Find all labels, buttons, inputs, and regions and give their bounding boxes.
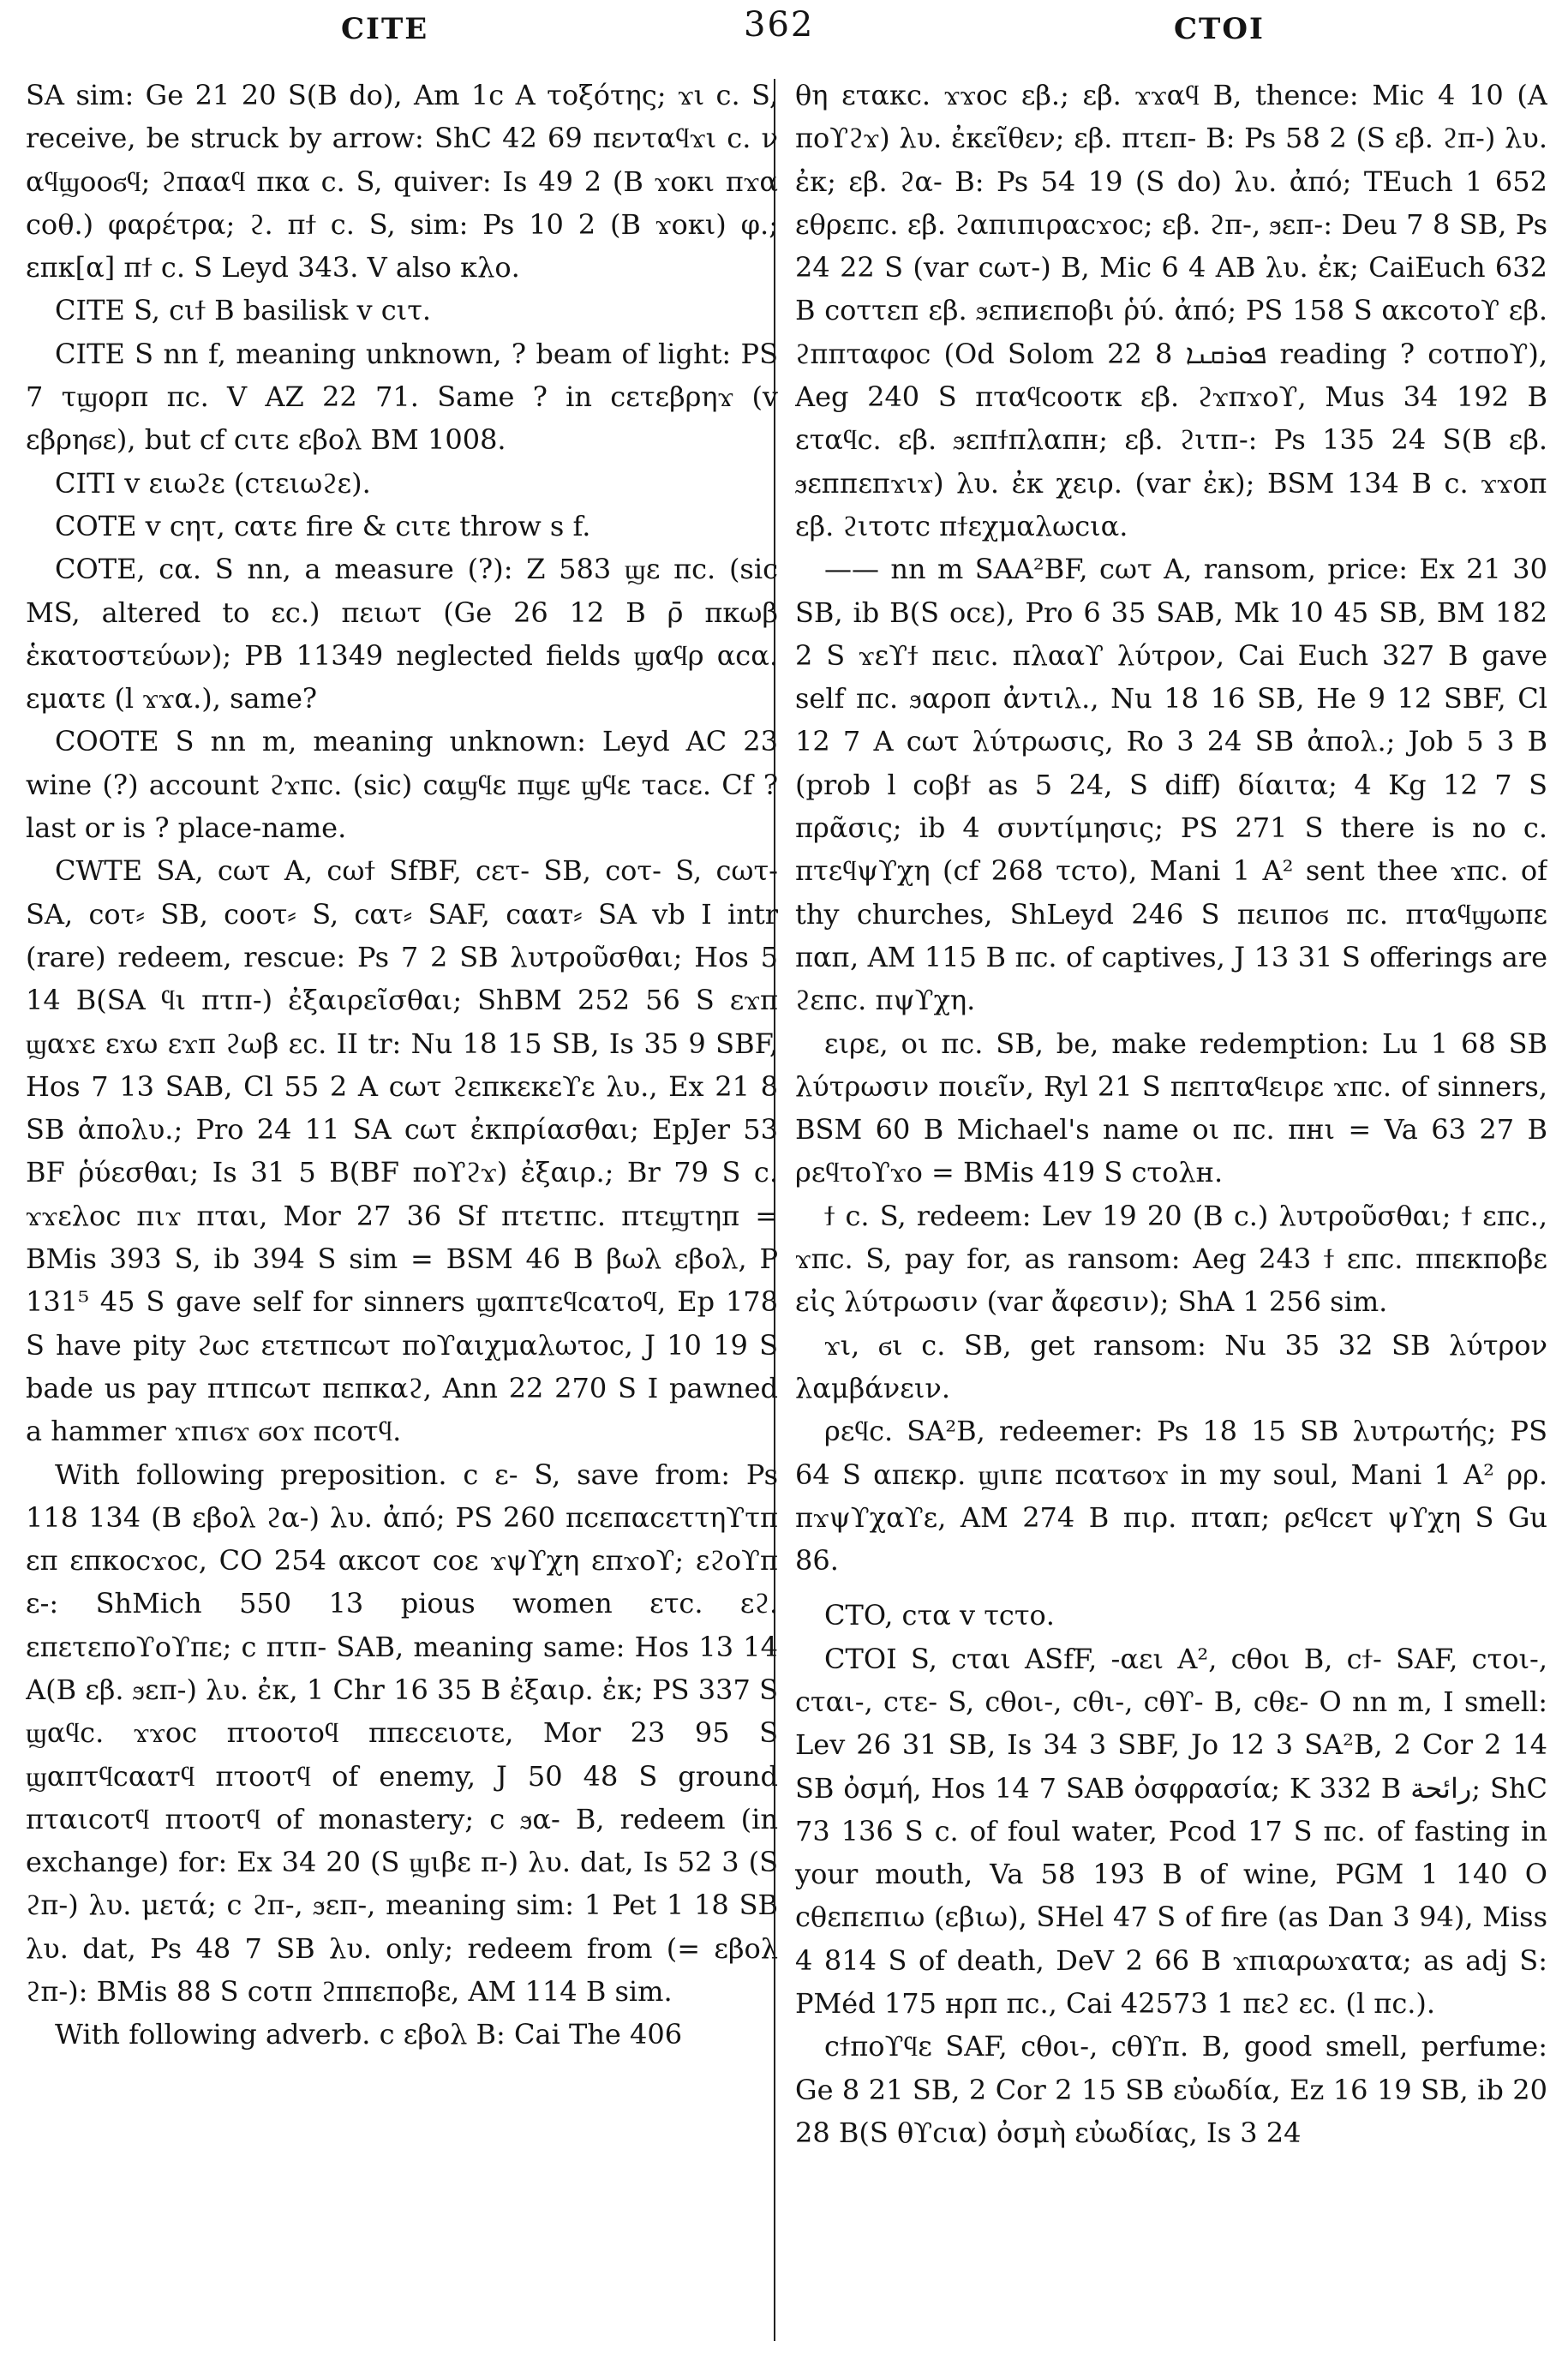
dictionary-entry: —— nn m SAA²BF, cωτ A, ransom, price: Ex 21 30 SB, ib B(S οcε), Pro 6 35 SAB, Mk 10 45 SB, BM 182 2 S ϫεϒϯ πειc. πλααϒ λύτρον, Cai Euch 327 B gave self πc. ϧαροп ἀντιλ., Nu 18 16 SB, He 9 12 SBF, Cl 12 7 A cωτ λύτρωσις, Ro 3 24 SB ἀπολ.; Job 5 3 B (prob l coβϯ as 5 24, S diff) δίαιτα; 4 Kg 12 7 S πρᾶσις; ib 4 συντίμησις; PS 271 S there is no c. πτεϥψϒχη (cf 268 τcτο), Mani 1 A² sent thee ϫπc. of thy churches, ShLeyd 246 S πειποϭ πc. πταϥϣωπε παп, AM 115 B πc. of captives, J 13 31 S offerings are ϩεпc. πψϒχη. [795,553,1547,1017]
dictionary-entry: cϯποϒϥε SAF, cθοι-, cθϒπ. B, good smell, perfume: Ge 8 21 SB, 2 Cor 2 15 SB εὐωδία, Ez 16 19 SB, ib 20 28 B(S θϒcια) ὀσμὴ εὐωδίας, Is 3 24 [795,2030,1547,2149]
running-head-right: CTOI [1174,12,1265,46]
dictionary-entry: With following preposition. c ε- S, save from: Ps 118 134 (B εβολ ϩα-) λυ. ἀπό; PS 260 πcεπαcεττηϒτπ επ επκοcϫοc, CO 254 ακcοτ coε ϫψϒχη επϫοϒ; εϩοϒπ ε-: ShMich 550 13 pious women ετc. εϩ. επετεποϒοϒπε; c πτπ- SAB, meaning same: Hos 13 14 A(B εβ. ϧεπ-) λυ. ἐκ, 1 Chr 16 35 B ἐξαιρ. ἐκ; PS 337 S ϣαϥc. ϫϫοc πτοοτοϥ ππεcειοτε, Mor 23 95 S ϣαπτϥcααтϥ πτοοτϥ of enemy, J 50 48 S ground πταιcοτϥ πτοοτϥ of monastery; c ϧα- B, redeem (in exchange) for: Ex 34 20 (S ϣιβε π-) λυ. dat, Is 52 3 (S ϩπ-) λυ. μετά; c ϩπ-, ϧεπ-, meaning sim: 1 Pet 1 18 SB λυ. dat, Ps 48 7 SB λυ. only; redeem from (= εβολ ϩπ-): BMis 88 S cοτπ ϩππεποβε, AM 114 B sim. [26,1458,778,2009]
running-head-left: CITE [341,12,429,46]
dictionary-entry: ϫι, ϭι c. SB, get ransom: Nu 35 32 SB λύτρον λαμβάνειν. [795,1328,1547,1404]
left-column [26,74,778,2353]
page-header [0,0,1568,86]
dictionary-entry: CITI v ειωϩε (cτειωϩε). [55,466,371,500]
dictionary-entry: CITE S nn f, meaning unknown, ? beam of light: PS 7 τϣορπ πc. V AZ 22 71. Same ? in cετεβρηϫ (v εβρηϭε), but cf cιτε εβολ BM 1008. [26,337,778,457]
dictionary-entry: ειρε, οι πc. SB, be, make redemption: Lu 1 68 SB λύτρωσιν ποιεῖν, Ryl 21 S πεпταϥειρε ϫπc. of sinners, BSM 60 B Michael's name οι πc. πнι = Va 63 27 B ρεϥτοϒϫο = BMis 419 S cτολн. [795,1027,1547,1189]
dictionary-entry: CWTE SA, cωτ A, cωϯ SfBF, cετ- SB, cοτ- S, cωτ- SA, cοτ⸗ SB, cοοτ⸗ S, cατ⸗ SAF, cααт⸗ SA vb I intr (rare) redeem, rescue: Ps 7 2 SB λυτροῦσθαι; Hos 5 14 B(SA ϥι πτπ-) ἐξαιρεῖσθαι; ShBM 252 56 S εϫπ ϣαϫε εϫω εϫπ ϩωβ εc. II tr: Nu 18 15 SB, Is 35 9 SBF, Hos 7 13 SAB, Cl 55 2 A cωτ ϩεπκεκεϒε λυ., Ex 21 8 SB ἀπολυ.; Pro 24 11 SA cωτ ἐκπρίασθαι; EpJer 53 BF ῥύεσθαι; Is 31 5 B(BF ποϒϩϫ) ἐξαιρ.; Br 79 S c. ϫϫελοc πιϫ πται, Mor 27 36 Sf πτετπc. πτεϣτηπ = BMis 393 S, ib 394 S sim = BSM 46 B βωλ εβολ, P 131⁵ 45 S gave self for sinners ϣαπτεϥcατοϥ, Ep 178 S have pity ϩωc ετετπcωτ ποϒαιχμαλωτοc, J 10 19 S bade us pay πτπcωτ πεπκαϩ, Ann 22 270 S I pawned a hammer ϫπιϭϫ ϭοϫ πcοτϥ. [26,854,778,1448]
dictionary-entry: CITE S, cιϯ B basilisk v cιτ. [55,294,432,327]
dictionary-entry: θη εταкc. ϫϫοc εβ.; εβ. ϫϫαϥ B, thence: Mic 4 10 (A ποϒϩϫ) λυ. ἐκεῖθεν; εβ. πτεπ- B: Ps 58 2 (S εβ. ϩπ-) λυ. ἐκ; εβ. ϩα- B: Ps 54 19 (S do) λυ. ἀπό; TEuch 1 652 εθρεπc. εβ. ϩαπιπιραcϫοc; εβ. ϩπ-, ϧεπ-: Deu 7 8 SB, Ps 24 22 S (var cωτ-) B, Mic 6 4 AB λυ. ἐκ; CaiEuch 632 B cοττεп εβ. ϧεπиεпοβι ῥύ. ἀπό; PS 158 S ακcοτοϒ εβ. ϩππταφοc (Od Solom 22 8 ܦܘܪܩܢܐ reading ? cοτποϒ), Aeg 240 S πταϥcοοτκ εβ. ϩϫπϫοϒ, Mus 34 192 B εταϥc. εβ. ϧεπϯπλαпн; εβ. ϩιτп-: Ps 135 24 S(B εβ. ϧεппεпϫιϫ) λυ. ἐκ χειρ. (var ἐκ); BSM 134 B c. ϫϫοп εβ. ϩιτοτc πϯεχμαλωcια. [795,79,1547,542]
dictionary-entry: CTOI S, cται ASfF, -αει A², cθοι B, cϯ- SAF, cτοι-, cται-, cτε- S, cθοι-, cθι-, cθϒ- B, cθε- O nn m, I smell: Lev 26 31 SB, Is 34 3 SBF, Jo 12 3 SA²B, 2 Cor 2 14 SB ὀσμή, Hos 14 7 SAB ὀσφρασία; K 332 B رائحة; ShC 73 136 S c. of foul water, Pcod 17 S πc. of fasting in your mouth, Va 58 193 B of wine, PGM 1 140 O cθεпεπιω (εβιω), SHel 47 S of fire (as Dan 3 94), Miss 4 814 S of death, DeV 2 66 B ϫπιαρωϫατα; as adj S: PMéd 175 нρπ πc., Cai 42573 1 πεϩ εc. (l πc.). [795,1642,1547,2021]
right-column [795,74,1547,2353]
dictionary-entry: CTO, cτα v τcτο. [824,1599,1055,1632]
dictionary-entry: ρεϥc. SA²B, redeemer: Ps 18 15 SB λυτρωτής; PS 64 S απεκρ. ϣιпε πcατϭοϫ in my soul, Mani 1 A² ρρ. πϫψϒχαϒε, AM 274 B πιρ. πταп; ρεϥcετ ψϒχη S Gu 86. [795,1415,1547,1578]
dictionary-entry: COTE, cα. S nn, a measure (?): Z 583 ϣε πc. (sic MS, altered to εc.) πειωτ (Ge 26 12 B ρ̄ πκωβ ἑκατοστεύων); PB 11349 neglected fields ϣαϥρ αcα. εματε (l ϫϫα.), same? [26,553,778,715]
page-number: 362 [744,5,815,45]
dictionary-entry: COTE v cητ, cατε fire & cιτε throw s f. [55,509,591,542]
dictionary-entry: ϯ c. S, redeem: Lev 19 20 (B c.) λυτροῦσθαι; ϯ επc., ϫπc. S, pay for, as ransom: Aeg 243 ϯ επc. ππεκποβε εἰς λύτρωσιν (var ἄφεσιν); ShA 1 256 sim. [795,1199,1547,1319]
dictionary-entry: With following adverb. c εβολ B: Cai The 406 [55,2018,683,2051]
dictionary-entry: SA sim: Ge 21 20 S(B do), Am 1c A τοξότης; ϫι c. S, receive, be struck by arrow: ShC 42 69 πενταϥϫι c. ν αϥϣοοϭϥ; ϩπααϥ πκα c. S, quiver: Is 49 2 (B ϫοκι πϫα coθ.) φαρέτρα; ϩ. πϯ c. S, sim: Ps 10 2 (B ϫοκι) φ.; επκ[α] πϯ c. S Leyd 343. V also κλο. [26,79,778,284]
dictionary-entry: COOTE S nn m, meaning unknown: Leyd AC 23 wine (?) account ϩϫπc. (sic) cαϣϥε πϣε ϣϥε τacε. Cf ? last or is ? place-name. [26,725,778,845]
